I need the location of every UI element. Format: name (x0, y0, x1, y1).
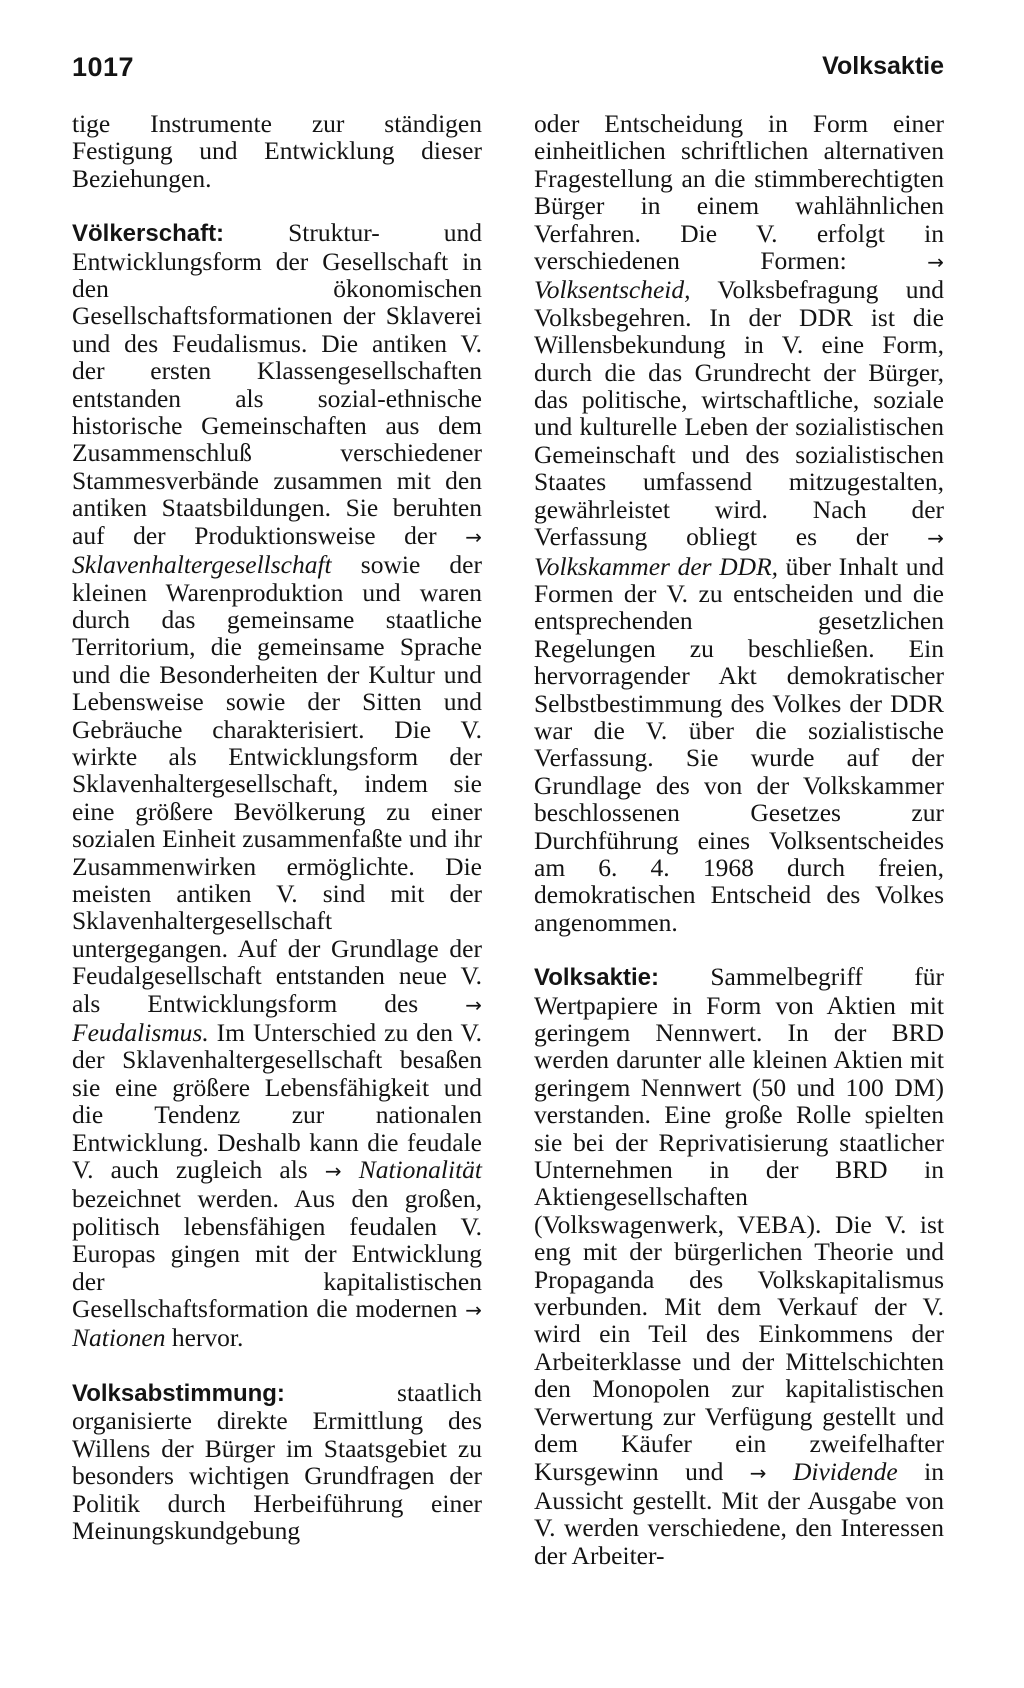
page-number: 1017 (72, 52, 135, 82)
cross-reference-arrow-icon: → (749, 1460, 767, 1485)
running-head: Volksaktie (822, 52, 944, 80)
cross-reference: Nationen (72, 1323, 166, 1353)
continuation-paragraph: tige Instrumente zur ständigen Festigung und Entwicklung dieser Beziehungen. (72, 109, 482, 193)
page-header (72, 52, 944, 92)
entry-volksabstimmung (72, 1379, 482, 1544)
entry-text: Volksbefragung und Volksbegehren. In der DDR ist die Willensbekundung in V. eine Form, durch die das Grundrecht der Bürger, das politische, wirtschaftliche, soziale und kulturelle Leben der sozialistischen Gemeinschaft und des sozialistischen Staates umfassend mitzugestalten, gewährleistet wird. Nach der Verfassung obliegt es der (534, 275, 944, 552)
entry-text: staatlich organisierte direkte Ermittlung des Willens der Bürger im Staatsgebiet zu besonders wichtigen Grundfragen der Politik durch Herbeiführung einer Meinungskundgebung (72, 1377, 482, 1545)
entry-text: Struktur- und Entwicklungsform der Gesellschaft in den ökonomischen Gesellschaftsformationen der Sklaverei und des Feudalismus. Die antiken V. der ersten Klassengesellschaften entstanden als sozial-ethnische historische Gemeinschaften aus dem Zusammenschluß verschiedener Stammesverbände zusammen mit den antiken Staatsbildungen. Sie beruhten auf der Produktionsweise der (72, 218, 482, 550)
entry-volksabstimmung-continued (534, 110, 944, 936)
cross-reference-arrow-icon: → (324, 1159, 342, 1184)
cross-reference: Volksentscheid, (534, 275, 691, 305)
cross-reference: Nationalität (358, 1155, 482, 1185)
entry-text: hervor. (165, 1323, 244, 1353)
cross-reference-arrow-icon: → (927, 526, 944, 551)
entry-text: in Aussicht gestellt. Mit der Ausgabe von V. werden verschiedene, den Interessen der Arbeiter- (534, 1456, 944, 1570)
entry-term: Volksabstimmung: (72, 1379, 285, 1407)
entry-term: Völkerschaft: (72, 220, 225, 248)
entry-text: sowie der kleinen Warenproduktion und waren durch das gemeinsame staatliche Territorium, die gemeinsame Sprache und die Besonderheiten der Kultur und Lebensweise sowie der Sitten und Gebräuche charakterisiert. Die V. wirkte als Entwicklungsform der Sklavenhaltergesellschaft, indem sie eine größere Bevölkerung zu einer sozialen Einheit zusammenfaßte und ihr Zusammenwirken ermöglichte. Die meisten antiken V. sind mit der Sklavenhaltergesellschaft untergegangen. Auf der Grundlage der Feudalgesellschaft entstanden neue V. als Entwicklungsform des (72, 550, 482, 1018)
cross-reference: Sklavenhaltergesellschaft (72, 550, 332, 580)
entry-voelkerschaft (72, 219, 482, 1352)
cross-reference-arrow-icon: → (927, 250, 944, 275)
entry-text: Sammelbegriff für Wertpapiere in Form von Aktien mit geringem Nennwert. In der BRD werden darunter alle kleinen Aktien mit geringem Nennwert (50 und 100 DM) verstanden. Eine große Rolle spielten sie bei der Reprivatisierung staatlicher Unternehmen in der BRD in Aktiengesellschaften (Volkswagenwerk, VEBA). Die V. ist eng mit der bürgerlichen Theorie und Propaganda des Volkskapitalismus verbunden. Mit dem Verkauf der V. wird ein Teil des Einkommens der Arbeiterklasse und der Mittelschichten den Monopolen zur kapitalistischen Verwertung zur Verfügung gestellt und dem Käufer ein zweifelhafter Kursgewinn und (534, 962, 944, 1486)
entry-text: über Inhalt und Formen der V. zu entscheiden und die entsprechenden gesetzlichen Regelungen zu beschließen. Ein hervorragender Akt demokratischer Selbstbestimmung des Volkes der DDR war die V. über die sozialistische Verfassung. Sie wurde auf der Grundlage des von der Volkskammer beschlossenen Gesetzes zur Durchführung eines Volksentscheides am 6. 4. 1968 durch freien, demokratischen Entscheid des Volkes angenommen. (534, 551, 944, 937)
cross-reference: Volkskammer der DDR, (534, 551, 779, 581)
cross-reference-arrow-icon: → (465, 1298, 482, 1323)
cross-reference-arrow-icon: → (465, 524, 482, 549)
right-column (534, 110, 944, 1569)
cross-reference-arrow-icon: → (465, 992, 482, 1017)
entry-text: oder Entscheidung in Form einer einheitlichen schriftlichen alternativen Fragestellung an die stimmberechtigten Bürger in einem wahlähnlichen Verfahren. Die V. erfolgt in verschiedenen Formen: (534, 109, 944, 276)
entry-text: bezeichnet werden. Aus den großen, politisch lebensfähigen feudalen V. Europas gingen mit der Entwicklung der kapitalistischen Gesellschaftsformation die modernen (72, 1184, 482, 1324)
cross-reference: Feudalismus. (72, 1018, 209, 1047)
cross-reference: Dividende (792, 1456, 898, 1486)
left-column (72, 110, 482, 1544)
entry-text: Im Unterschied zu den V. der Sklavenhaltergesellschaft besaßen sie eine größere Lebensfähigkeit und die Tendenz zur nationalen Entwicklung. Deshalb kann die feudale V. auch zugleich als (72, 1018, 482, 1185)
entry-term: Volksaktie: (534, 964, 659, 992)
entry-volksaktie (534, 963, 944, 1569)
